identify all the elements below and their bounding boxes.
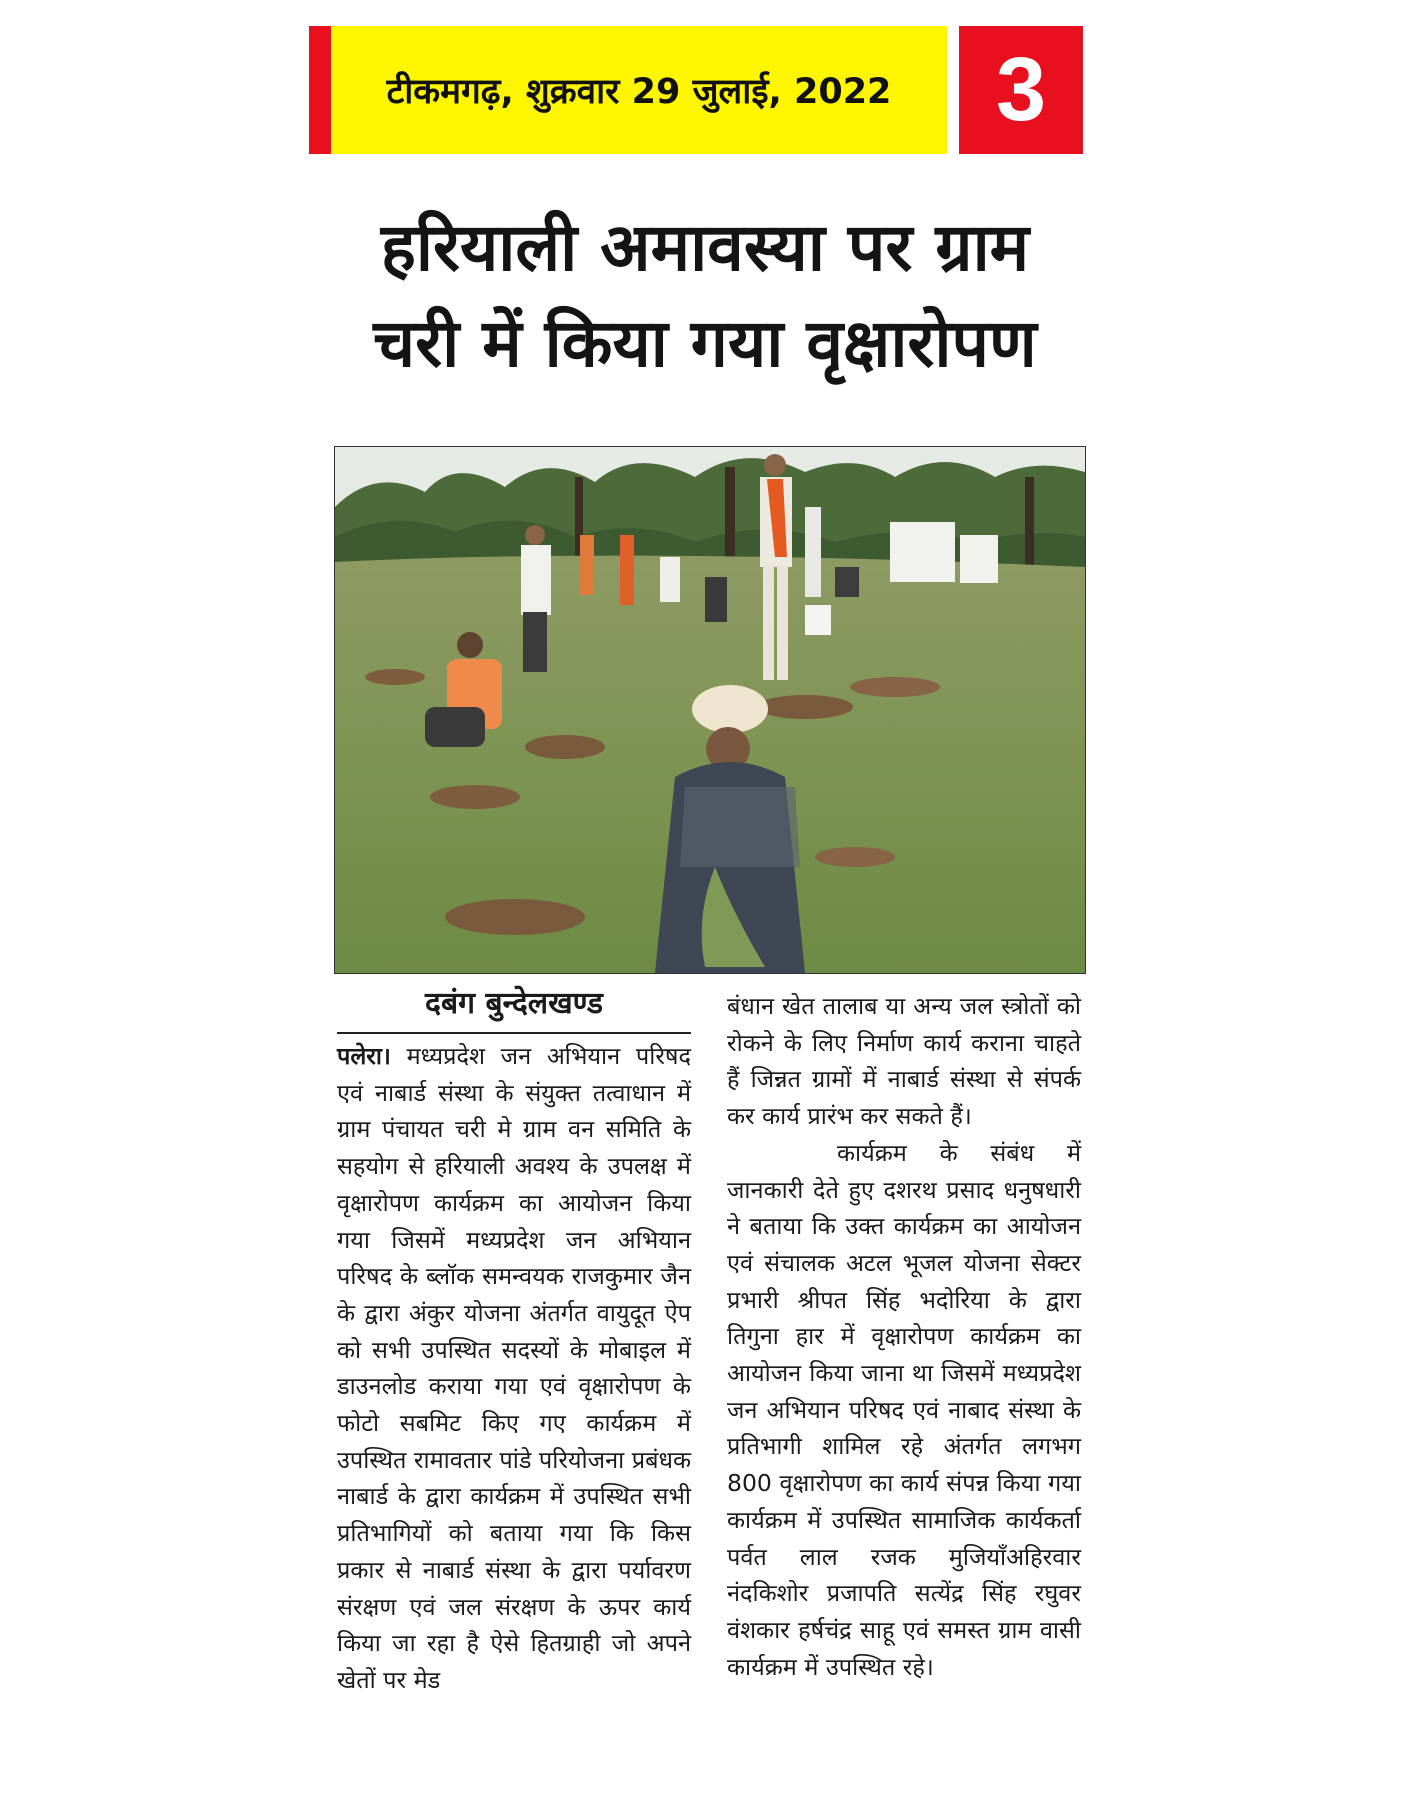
headline-line-1: हरियाली अमावस्या पर ग्राम	[380, 209, 1030, 286]
page-number-box	[959, 26, 1083, 154]
masthead-yellow-box	[331, 26, 947, 154]
byline: दबंग बुन्देलखण्ड	[425, 986, 603, 1021]
masthead-band	[309, 26, 1083, 154]
byline-rule	[337, 1032, 691, 1034]
news-photo	[334, 446, 1086, 974]
article-paragraph	[337, 1038, 691, 1699]
article-place: पलेरा।	[337, 1042, 391, 1070]
article-column-2	[727, 988, 1081, 1685]
masthead-divider	[947, 26, 959, 154]
plantation-photo-illustration	[335, 447, 1085, 973]
article-paragraph: बंधान खेत तालाब या अन्य जल स्त्रोतों को रोकने के लिए निर्माण कार्य कराना चाहते हैं जिन्नत ग्रामों में नाबार्ड संस्था से संपर्क कर कार्य प्रारंभ कर सकते हैं।	[727, 992, 1081, 1131]
article-column-1	[337, 1038, 691, 1699]
page-number: 3	[995, 39, 1047, 140]
byline-block	[337, 984, 691, 1034]
dateline: टीकमगढ़, शुक्रवार 29 जुलाई, 2022	[386, 71, 892, 112]
article-paragraph: कार्यक्रम के संबंध में जानकारी देते हुए दशरथ प्रसाद धनुषधारी ने बताया कि उक्त कार्यक्रम का आयोजन एवं संचालक अटल भूजल योजना सेक्टर प्रभारी श्रीपत सिंह भदोरिया के द्वारा तिगुना हार में वृक्षारोपण कार्यक्रम का आयोजन किया जाना था जिसमें मध्यप्रदेश जन अभियान परिषद एवं नाबाद संस्था के प्रतिभागी शामिल रहे अंतर्गत लगभग 800 वृक्षारोपण का कार्य संपन्न किया गया कार्यक्रम में उपस्थित सामाजिक कार्यकर्ता पर्वत लाल रजक मुजियाँअहिरवार नंदकिशोर प्रजापति सत्येंद्र सिंह रघुवर वंशकार हर्षचंद्र साहू एवं समस्त ग्राम वासी कार्यक्रम में उपस्थित रहे।	[727, 1138, 1081, 1681]
article-text: मध्यप्रदेश जन अभियान परिषद एवं नाबार्ड संस्था के संयुक्त तत्वाधान में ग्राम पंचायत चरी मे ग्राम वन समिति के सहयोग से हरियाली अवश्य के उपलक्ष में वृक्षारोपण कार्यक्रम का आयोजन किया गया जिसमें मध्यप्रदेश जन अभियान परिषद के ब्लॉक समन्वयक राजकुमार जैन के द्वारा अंकुर योजना अंतर्गत वायुदूत ऐप को सभी उपस्थित सदस्यों के मोबाइल में डाउनलोड कराया गया एवं वृक्षारोपण के फोटो सबमिट किए गए कार्यक्रम में उपस्थित रामावतार पांडे परियोजना प्रबंधक नाबार्ड के द्वारा कार्यक्रम में उपस्थित सभी प्रतिभागियों को बताया गया कि किस प्रकार से नाबार्ड संस्था के द्वारा पर्यावरण संरक्षण एवं जल संरक्षण के ऊपर कार्य किया जा रहा है ऐसे हितग्राही जो अपने खेतों पर मेड	[337, 1042, 691, 1694]
masthead-red-stripe	[309, 26, 331, 154]
headline	[330, 200, 1080, 392]
headline-line-2: चरी में किया गया वृक्षारोपण	[373, 305, 1037, 382]
